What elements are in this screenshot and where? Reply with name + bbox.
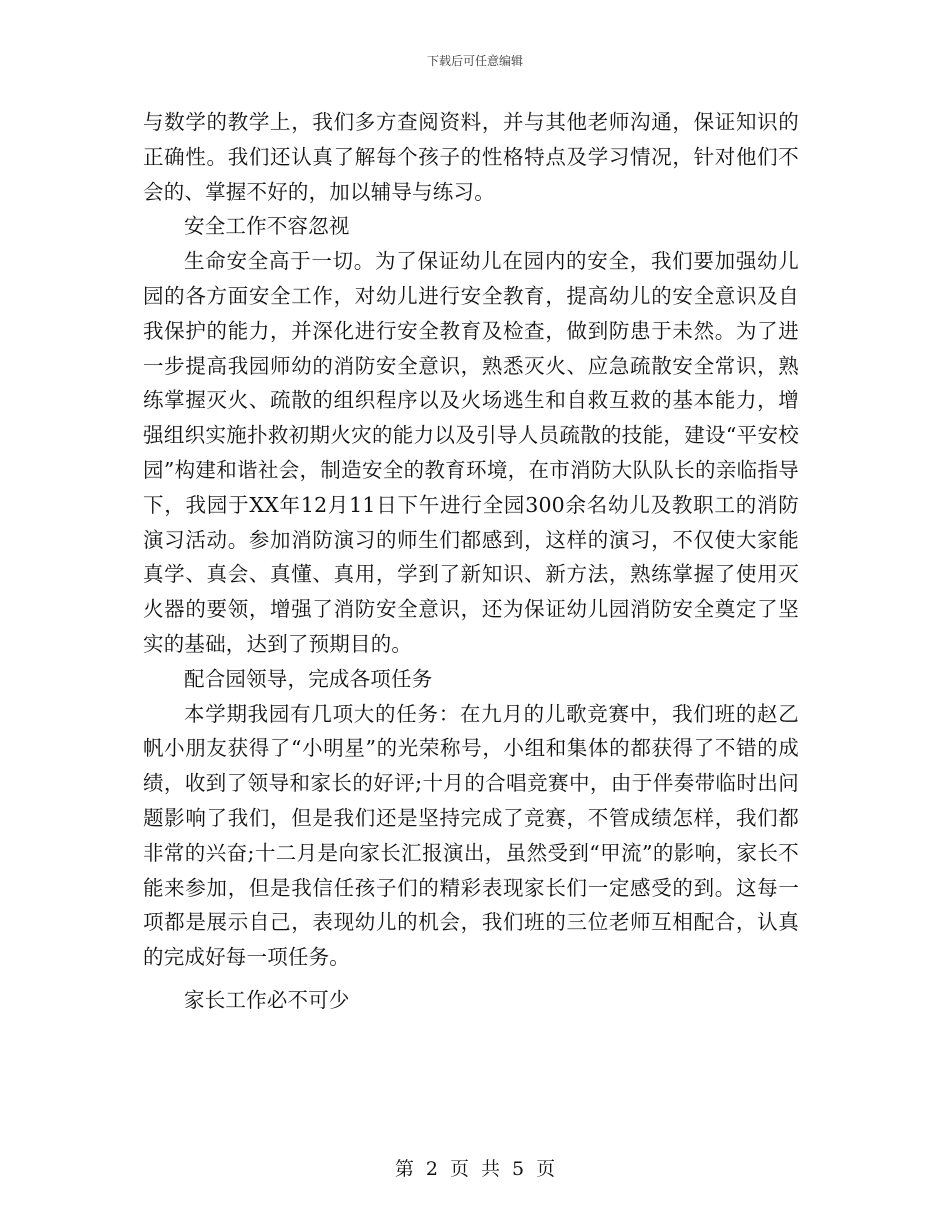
page-header-note: 下载后可任意编辑	[426, 54, 523, 68]
section-heading-safety: 安全工作不容忽视	[184, 214, 350, 239]
section-heading-parents: 家长工作必不可少	[184, 987, 350, 1012]
paragraph-safety: 生命安全高于一切。为了保证幼儿在园内的安全，我们要加强幼儿园的各方面安全工作，对幼儿进行安全教育，提高幼儿的安全意识及自我保护的能力，并深化进行安全教育及检查，做到防患于未然。为了进一步提高我园师幼的消防安全意识，熟悉灭火、应急疏散安全常识，熟练掌握灭火、疏散的组织程序以及火场逃生和自救互救的基本能力，增强组织实施扑救初期火灾的能力以及引导人员疏散的技能，建设“平安校园”构建和谐社会，制造安全的教育环境，在市消防大队队长的亲临指导下，我园于XX年12月11日下午进行全园300余名幼儿及教职工的消防演习活动。参加消防演习的师生们都感到，这样的演习，不仅使大家能真学、真会、真懂、真用，学到了新知识、新方法，熟练掌握了使用灭火器的要领，增强了消防安全意识，还为保证幼儿园消防安全奠定了坚实的基础，达到了预期目的。	[143, 249, 799, 656]
paragraph-tasks: 本学期我园有几项大的任务：在九月的儿歌竞赛中，我们班的赵乙帆小朋友获得了“小明星”的光荣称号，小组和集体的都获得了不错的成绩，收到了领导和家长的好评;十月的合唱竞赛中，由于伴奏带临时出问题影响了我们，但是我们还是坚持完成了竞赛，不管成绩怎样，我们都非常的兴奋;十二月是向家长汇报演出，虽然受到“甲流”的影响，家长不能来参加，但是我信任孩子们的精彩表现家长们一定感受的到。这每一项都是展示自己，表现幼儿的机会，我们班的三位老师互相配合，认真的完成好每一项任务。	[143, 701, 799, 970]
section-heading-tasks: 配合园领导，完成各项任务	[184, 666, 433, 691]
page-number: 第 2 页 共 5 页	[394, 1158, 556, 1180]
paragraph-teaching: 与数学的教学上，我们多方查阅资料，并与其他老师沟通，保证知识的正确性。我们还认真了解每个孩子的性格特点及学习情况，针对他们不会的、掌握不好的，加以辅导与练习。	[143, 110, 799, 204]
document-body	[143, 105, 799, 1018]
